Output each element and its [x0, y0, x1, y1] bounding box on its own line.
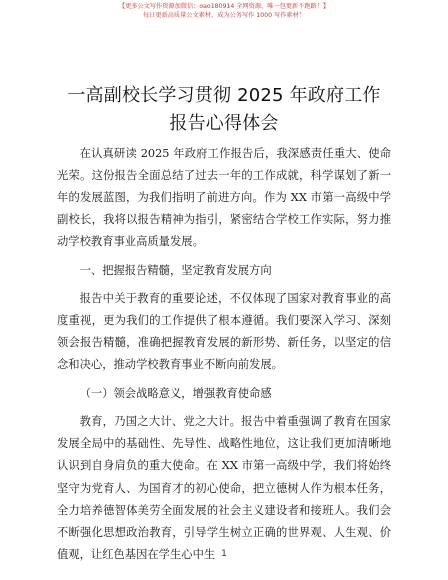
page-number: 1	[221, 549, 227, 559]
promo-line-1: 【更多公文写作资源加微信：oao180914 全网资源、唯一包更新不跑路！】	[118, 3, 330, 10]
section-heading-1: 一、把握报告精髓，坚定教育发展方向	[79, 263, 272, 277]
promo-banner	[0, 2, 448, 20]
paragraph-subsection-1: 教育，乃国之大计、党之大计。报告中着重强调了教育在国家发展全局中的基础性、先导性、战略性地位，这让我们更加清晰地认识到自身肩负的重大使命。在 XX 市第一高级中学，我们将始终坚守为党育人、为国育才的初心使命，把立德树人作为根本任务，全力培养德智体美劳全面发展的社会主义建设者和接班人。我们会不断强化思想政治教育，引导学生树立正确的世界观、人生观、价值观，让红色基因在学生心中生	[57, 415, 391, 561]
document-title: 一高副校长学习贯彻 2025 年政府工作报告心得体会	[67, 85, 381, 134]
subsection-heading-1: （一）领会战略意义，增强教育使命感	[79, 386, 272, 400]
document-body	[57, 143, 391, 572]
promo-line-2: 每日更新高质量公文素材，成为公务写作 1000 写作素材！	[143, 12, 305, 19]
paragraph-section-1: 报告中关于教育的重要论述，不仅体现了国家对教育事业的高度重视，更为我们的工作提供了根本遵循。我们要深入学习、深刻领会报告精髓，准确把握教育发展的新形势、新任务，以坚定的信念和决心，推动学校教育事业不断向前发展。	[57, 292, 391, 372]
paragraph-intro: 在认真研读 2025 年政府工作报告后，我深感责任重大、使命光荣。这份报告全面总结了过去一年的工作成就，科学谋划了新一年的发展蓝图，为我们指明了前进方向。作为 XX 市第一高级中学副校长，我将以报告精神为指引，紧密结合学校工作实际，努力推动学校教育事业高质量发展。	[57, 147, 391, 249]
